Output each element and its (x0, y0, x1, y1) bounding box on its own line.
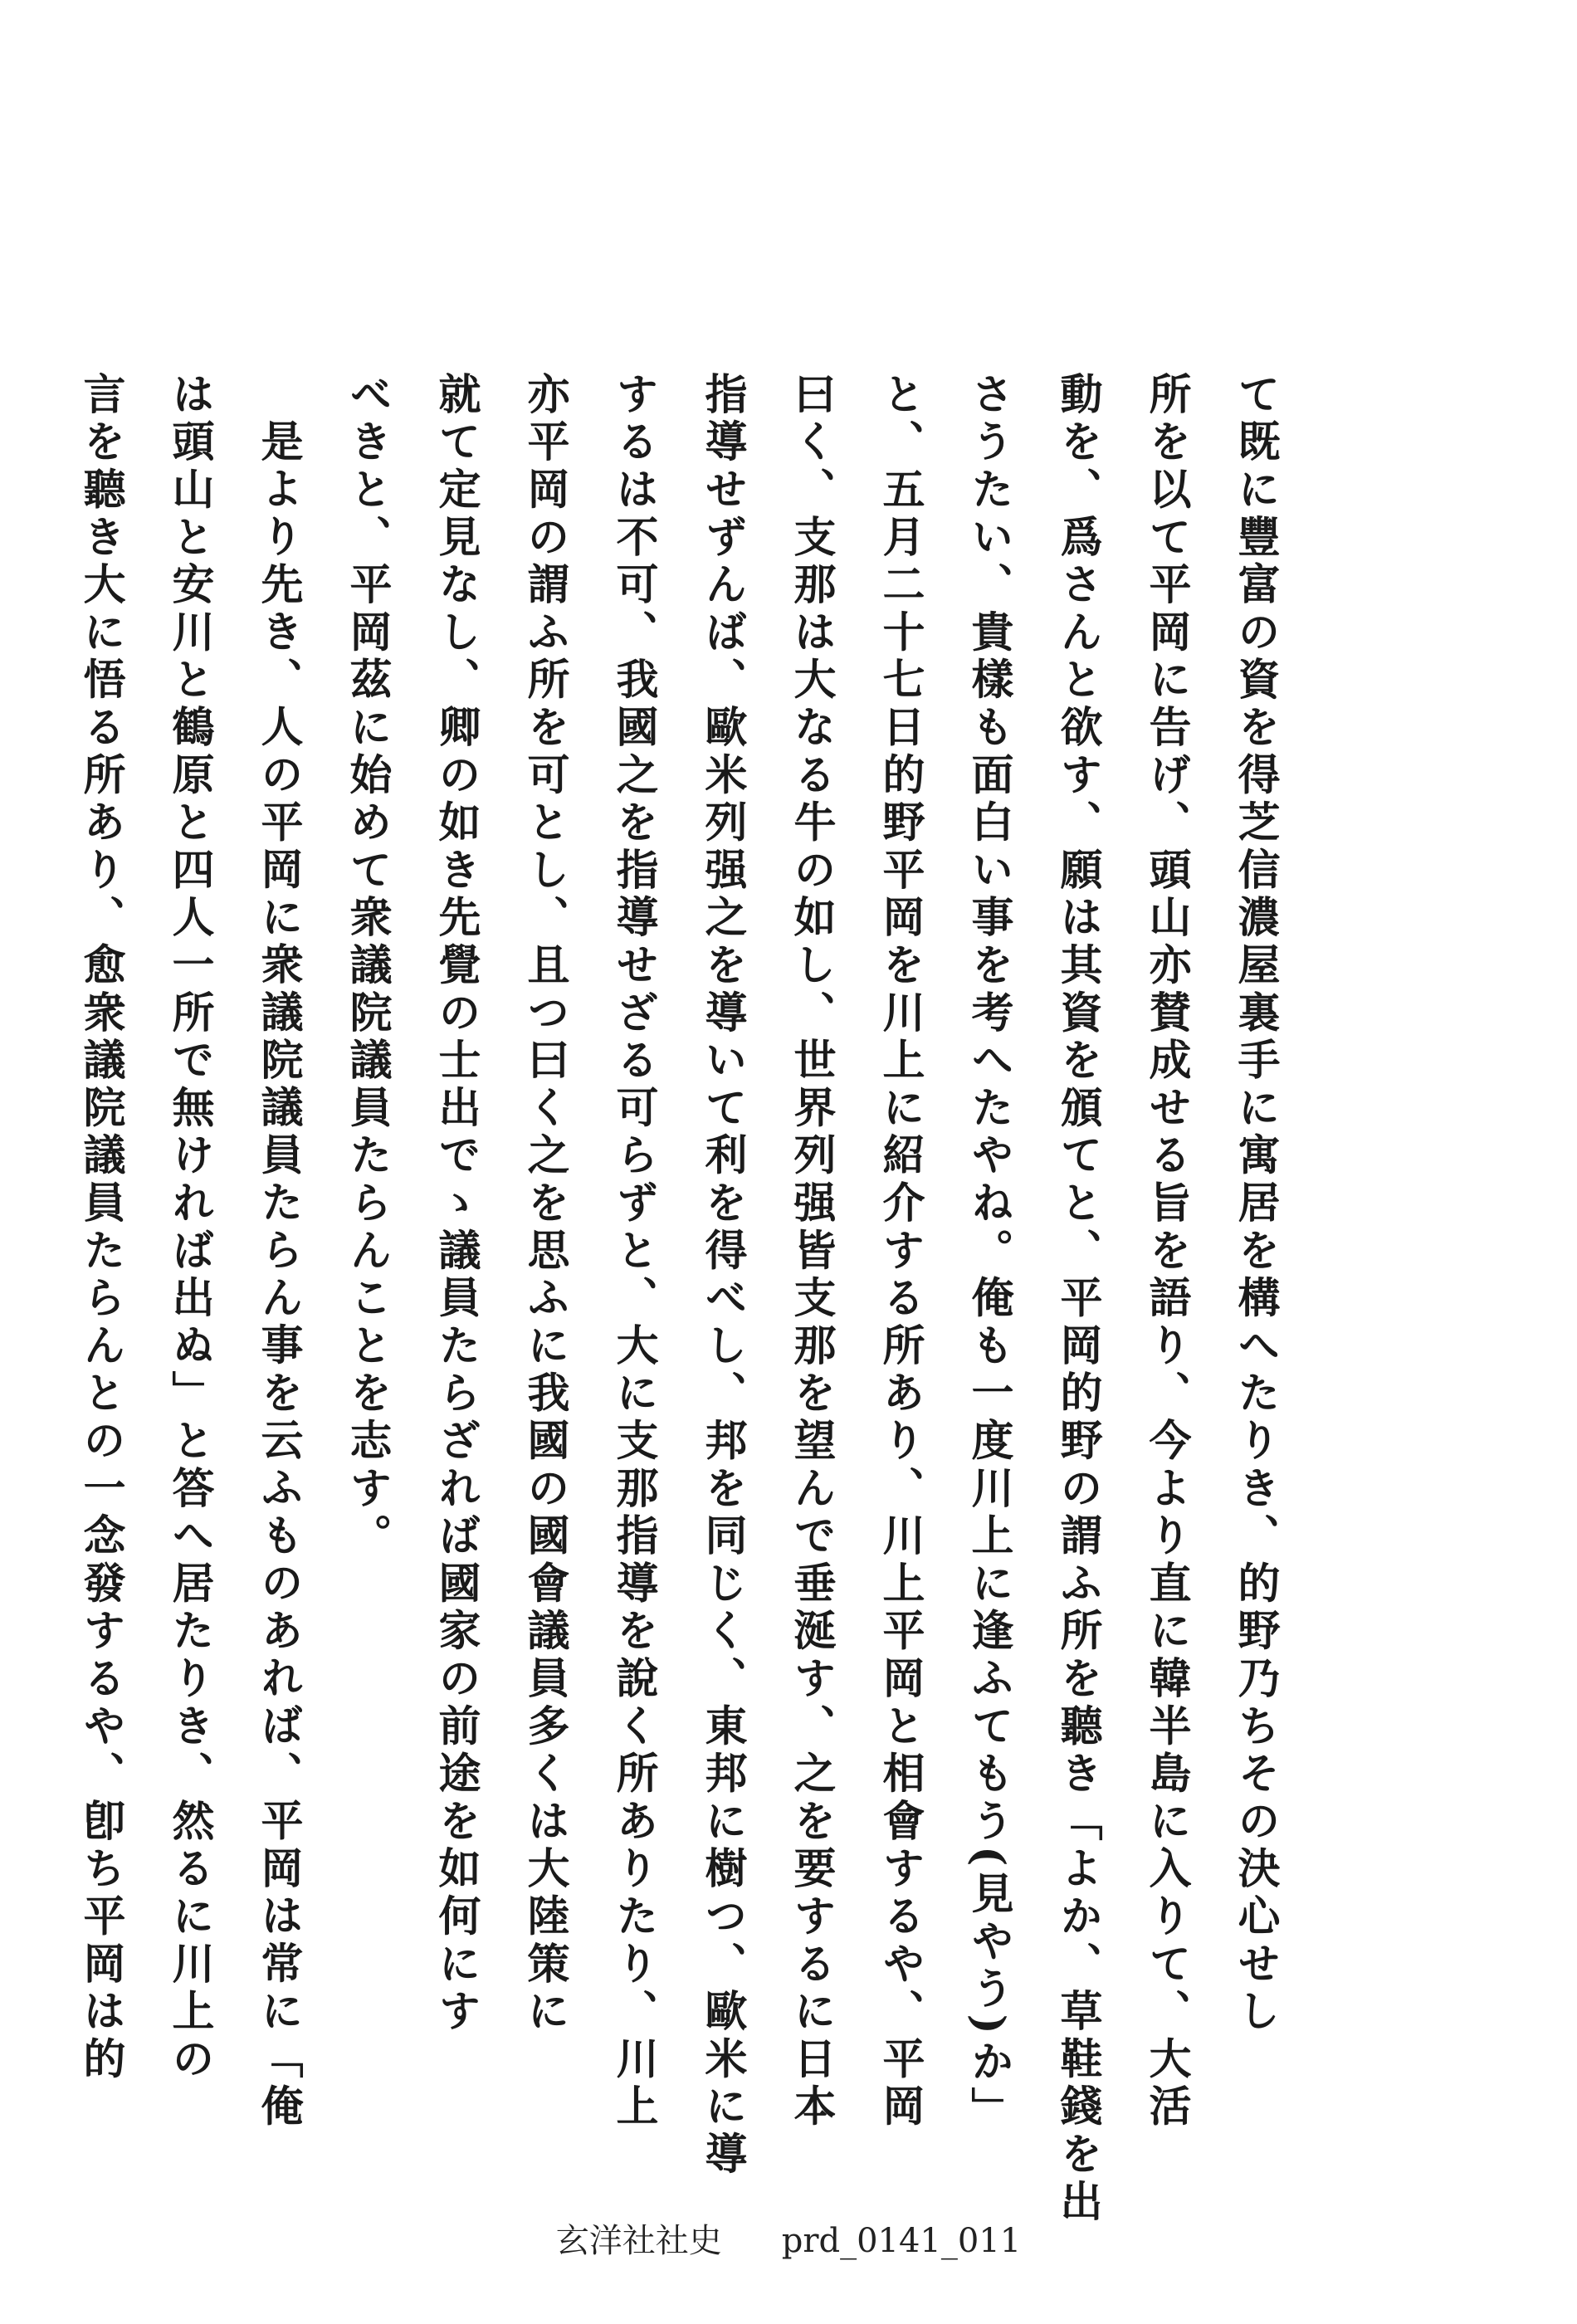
text-column: 就て定見なし、卿の如き先覺の士出でゝ議員たらざれば國家の前途を如何にす (431, 372, 481, 2037)
text-column: 所を以て平岡に告げ、頭山亦賛成せる旨を語り、今より直に韓半島に入りて、大活 (1141, 372, 1191, 2132)
vertical-text-body (76, 372, 1299, 2227)
text-column: と、五月二十七日的野平岡を川上に紹介する所あり、川上平岡と相會するや、平岡 (875, 372, 925, 2132)
text-column: 指導せずんば、歐米列强之を導いて利を得べし、邦を同じく、東邦に樹つ、歐米に導 (697, 372, 747, 2180)
text-column: は頭山と安川と鶴原と四人一所で無ければ出ぬ」と答へ居たりき、然るに川上の (164, 372, 214, 2084)
footer-code: prd_0141_011 (781, 2222, 1022, 2260)
page-footer (0, 2214, 1577, 2262)
text-column: 動を、爲さんと欲す、願は其資を頒てと、平岡的野の謂ふ所を聽き「よか、草鞋錢を出 (1052, 372, 1102, 2227)
text-column: 曰く、支那は大なる牛の如し、世界列强皆支那を望んで垂涎す、之を要するに日本 (786, 372, 836, 2132)
text-column: 言を聽き大に悟る所あり、愈衆議院議員たらんとの一念發するや、卽ち平岡は的 (76, 372, 125, 2084)
text-column: するは不可、我國之を指導せざる可らずと、大に支那指導を說く所ありたり、川上 (608, 372, 658, 2132)
text-column: さうたい、貴樣も面白い事を考へたやね。俺も一度川上に逢ふてもう(見やう)か」 (964, 372, 1013, 2135)
text-column: て既に豐富の資を得芝信濃屋裏手に寓居を構へたりき、的野乃ちその決心せし (1230, 372, 1280, 2037)
footer-title: 玄洋社社史 (555, 2222, 722, 2260)
text-column-paragraph-start: 是より先き、人の平岡に衆議院議員たらん事を云ふものあれば、平岡は常に「俺 (253, 419, 303, 2131)
text-column: べきと、平岡茲に始めて衆議院議員たらんことを志す。 (342, 372, 392, 1561)
text-column: 亦平岡の謂ふ所を可とし、且つ曰く之を思ふに我國の國會議員多くは大陸策に (520, 372, 569, 2037)
